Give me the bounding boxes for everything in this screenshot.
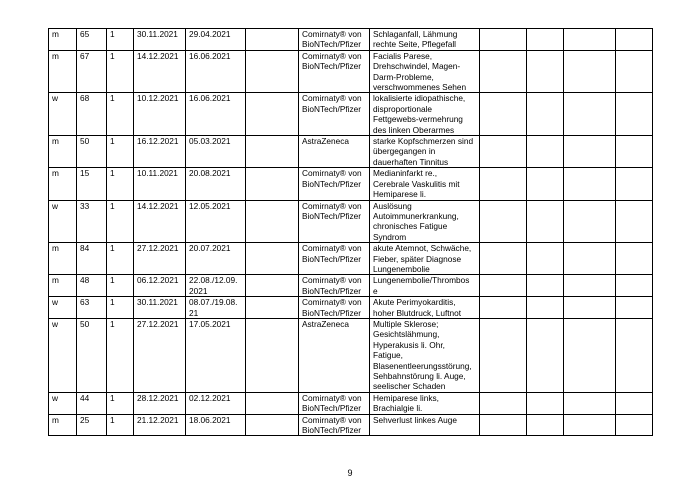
vaccine-cell: AstraZeneca bbox=[299, 136, 370, 168]
extra-cell-2 bbox=[527, 243, 564, 275]
extra-cell-1 bbox=[480, 414, 527, 436]
symptoms-cell: lokalisierte idiopathische, disproportionale Fettgewebs-vermehrung des linken Oberarmes bbox=[370, 93, 480, 136]
extra-cell-3 bbox=[564, 392, 616, 414]
extra-cell-3 bbox=[564, 93, 616, 136]
sex-cell: w bbox=[49, 200, 77, 243]
extra-cell-1 bbox=[480, 318, 527, 392]
table-row bbox=[49, 29, 653, 51]
symptoms-cell: Akute Perimyokarditis, hoher Blutdruck, Luftnot bbox=[370, 297, 480, 319]
age-cell: 48 bbox=[77, 275, 107, 297]
vaccine-cell: Comirnaty® von BioNTech/Pfizer bbox=[299, 93, 370, 136]
vaccine-cell: Comirnaty® von BioNTech/Pfizer bbox=[299, 200, 370, 243]
age-cell: 25 bbox=[77, 414, 107, 436]
report-date-cell: 30.11.2021 bbox=[134, 29, 186, 51]
extra-cell-1 bbox=[480, 200, 527, 243]
sex-cell: m bbox=[49, 136, 77, 168]
event-date-cell: 22.08./12.09. 2021 bbox=[186, 275, 246, 297]
symptoms-cell: Auslösung Autoimmunerkrankung, chronisches Fatigue Syndrom bbox=[370, 200, 480, 243]
extra-cell-4 bbox=[616, 243, 653, 275]
page-number: 9 bbox=[347, 468, 353, 478]
symptoms-cell: Hemiparese links, Brachialgie li. bbox=[370, 392, 480, 414]
blank-cell bbox=[246, 168, 299, 200]
sex-cell: m bbox=[49, 243, 77, 275]
sex-cell: m bbox=[49, 414, 77, 436]
table-row bbox=[49, 414, 653, 436]
report-date-cell: 30.11.2021 bbox=[134, 297, 186, 319]
extra-cell-3 bbox=[564, 318, 616, 392]
symptoms-cell: Facialis Parese, Drehschwindel, Magen- Darm-Probleme, verschwommenes Sehen bbox=[370, 50, 480, 93]
extra-cell-2 bbox=[527, 275, 564, 297]
extra-cell-3 bbox=[564, 168, 616, 200]
vaccine-cell: Comirnaty® von BioNTech/Pfizer bbox=[299, 275, 370, 297]
count-cell: 1 bbox=[107, 243, 134, 275]
report-date-cell: 16.12.2021 bbox=[134, 136, 186, 168]
table-row bbox=[49, 318, 653, 392]
blank-cell bbox=[246, 93, 299, 136]
extra-cell-2 bbox=[527, 392, 564, 414]
table-row bbox=[49, 136, 653, 168]
extra-cell-4 bbox=[616, 200, 653, 243]
blank-cell bbox=[246, 275, 299, 297]
report-date-cell: 10.11.2021 bbox=[134, 168, 186, 200]
report-date-cell: 14.12.2021 bbox=[134, 50, 186, 93]
extra-cell-4 bbox=[616, 392, 653, 414]
extra-cell-2 bbox=[527, 168, 564, 200]
extra-cell-4 bbox=[616, 136, 653, 168]
sex-cell: w bbox=[49, 93, 77, 136]
extra-cell-4 bbox=[616, 318, 653, 392]
count-cell: 1 bbox=[107, 297, 134, 319]
sex-cell: w bbox=[49, 392, 77, 414]
blank-cell bbox=[246, 136, 299, 168]
count-cell: 1 bbox=[107, 200, 134, 243]
symptoms-cell: Multiple Sklerose; Gesichtslähmung, Hyperakusis li. Ohr, Fatigue, Blasenentleerungsstörung, Sehbahnstörung li. Auge, seelischer Schaden bbox=[370, 318, 480, 392]
extra-cell-2 bbox=[527, 200, 564, 243]
symptoms-cell: Medianinfarkt re., Cerebrale Vaskulitis mit Hemiparese li. bbox=[370, 168, 480, 200]
extra-cell-4 bbox=[616, 275, 653, 297]
extra-cell-1 bbox=[480, 392, 527, 414]
age-cell: 50 bbox=[77, 136, 107, 168]
extra-cell-2 bbox=[527, 318, 564, 392]
extra-cell-3 bbox=[564, 29, 616, 51]
extra-cell-1 bbox=[480, 275, 527, 297]
extra-cell-2 bbox=[527, 93, 564, 136]
vaccine-cell: Comirnaty® von BioNTech/Pfizer bbox=[299, 50, 370, 93]
symptoms-cell: Lungenembolie/Thrombos e bbox=[370, 275, 480, 297]
age-cell: 67 bbox=[77, 50, 107, 93]
event-date-cell: 17.05.2021 bbox=[186, 318, 246, 392]
report-date-cell: 27.12.2021 bbox=[134, 243, 186, 275]
count-cell: 1 bbox=[107, 93, 134, 136]
age-cell: 63 bbox=[77, 297, 107, 319]
extra-cell-3 bbox=[564, 136, 616, 168]
extra-cell-1 bbox=[480, 168, 527, 200]
count-cell: 1 bbox=[107, 29, 134, 51]
age-cell: 84 bbox=[77, 243, 107, 275]
extra-cell-2 bbox=[527, 50, 564, 93]
extra-cell-2 bbox=[527, 414, 564, 436]
event-date-cell: 16.06.2021 bbox=[186, 50, 246, 93]
count-cell: 1 bbox=[107, 136, 134, 168]
symptoms-cell: starke Kopfschmerzen sind übergegangen in dauerhaften Tinnitus bbox=[370, 136, 480, 168]
blank-cell bbox=[246, 318, 299, 392]
extra-cell-2 bbox=[527, 297, 564, 319]
extra-cell-3 bbox=[564, 297, 616, 319]
extra-cell-1 bbox=[480, 50, 527, 93]
extra-cell-4 bbox=[616, 50, 653, 93]
symptoms-cell: akute Atemnot, Schwäche, Fieber, später Diagnose Lungenembolie bbox=[370, 243, 480, 275]
age-cell: 65 bbox=[77, 29, 107, 51]
vaccine-cell: AstraZeneca bbox=[299, 318, 370, 392]
table-row bbox=[49, 392, 653, 414]
vaccine-cell: Comirnaty® von BioNTech/Pfizer bbox=[299, 29, 370, 51]
report-date-cell: 10.12.2021 bbox=[134, 93, 186, 136]
report-date-cell: 06.12.2021 bbox=[134, 275, 186, 297]
extra-cell-2 bbox=[527, 136, 564, 168]
event-date-cell: 08.07./19.08. 21 bbox=[186, 297, 246, 319]
report-date-cell: 27.12.2021 bbox=[134, 318, 186, 392]
event-date-cell: 29.04.2021 bbox=[186, 29, 246, 51]
event-date-cell: 16.06.2021 bbox=[186, 93, 246, 136]
sex-cell: m bbox=[49, 168, 77, 200]
symptoms-cell: Schlaganfall, Lähmung rechte Seite, Pflegefall bbox=[370, 29, 480, 51]
extra-cell-4 bbox=[616, 168, 653, 200]
event-date-cell: 05.03.2021 bbox=[186, 136, 246, 168]
count-cell: 1 bbox=[107, 318, 134, 392]
extra-cell-4 bbox=[616, 414, 653, 436]
vaccine-cell: Comirnaty® von BioNTech/Pfizer bbox=[299, 392, 370, 414]
count-cell: 1 bbox=[107, 392, 134, 414]
extra-cell-1 bbox=[480, 136, 527, 168]
case-table bbox=[48, 28, 653, 436]
extra-cell-1 bbox=[480, 93, 527, 136]
blank-cell bbox=[246, 200, 299, 243]
count-cell: 1 bbox=[107, 275, 134, 297]
age-cell: 44 bbox=[77, 392, 107, 414]
age-cell: 15 bbox=[77, 168, 107, 200]
extra-cell-3 bbox=[564, 275, 616, 297]
extra-cell-4 bbox=[616, 29, 653, 51]
extra-cell-1 bbox=[480, 29, 527, 51]
extra-cell-3 bbox=[564, 200, 616, 243]
extra-cell-4 bbox=[616, 297, 653, 319]
blank-cell bbox=[246, 297, 299, 319]
event-date-cell: 18.06.2021 bbox=[186, 414, 246, 436]
table-row bbox=[49, 168, 653, 200]
report-date-cell: 21.12.2021 bbox=[134, 414, 186, 436]
case-table-body bbox=[49, 29, 653, 436]
blank-cell bbox=[246, 29, 299, 51]
table-row bbox=[49, 275, 653, 297]
symptoms-cell: Sehverlust linkes Auge bbox=[370, 414, 480, 436]
sex-cell: m bbox=[49, 50, 77, 93]
extra-cell-1 bbox=[480, 243, 527, 275]
sex-cell: w bbox=[49, 318, 77, 392]
extra-cell-4 bbox=[616, 93, 653, 136]
blank-cell bbox=[246, 414, 299, 436]
table-row bbox=[49, 93, 653, 136]
blank-cell bbox=[246, 50, 299, 93]
blank-cell bbox=[246, 243, 299, 275]
event-date-cell: 12.05.2021 bbox=[186, 200, 246, 243]
extra-cell-3 bbox=[564, 50, 616, 93]
count-cell: 1 bbox=[107, 168, 134, 200]
vaccine-cell: Comirnaty® von BioNTech/Pfizer bbox=[299, 243, 370, 275]
table-row bbox=[49, 200, 653, 243]
table-row bbox=[49, 50, 653, 93]
age-cell: 50 bbox=[77, 318, 107, 392]
count-cell: 1 bbox=[107, 50, 134, 93]
age-cell: 68 bbox=[77, 93, 107, 136]
extra-cell-3 bbox=[564, 414, 616, 436]
vaccine-cell: Comirnaty® von BioNTech/Pfizer bbox=[299, 414, 370, 436]
sex-cell: w bbox=[49, 297, 77, 319]
event-date-cell: 20.07.2021 bbox=[186, 243, 246, 275]
report-date-cell: 14.12.2021 bbox=[134, 200, 186, 243]
sex-cell: m bbox=[49, 29, 77, 51]
vaccine-cell: Comirnaty® von BioNTech/Pfizer bbox=[299, 168, 370, 200]
report-date-cell: 28.12.2021 bbox=[134, 392, 186, 414]
event-date-cell: 20.08.2021 bbox=[186, 168, 246, 200]
sex-cell: m bbox=[49, 275, 77, 297]
event-date-cell: 02.12.2021 bbox=[186, 392, 246, 414]
extra-cell-1 bbox=[480, 297, 527, 319]
age-cell: 33 bbox=[77, 200, 107, 243]
count-cell: 1 bbox=[107, 414, 134, 436]
vaccine-cell: Comirnaty® von BioNTech/Pfizer bbox=[299, 297, 370, 319]
blank-cell bbox=[246, 392, 299, 414]
extra-cell-2 bbox=[527, 29, 564, 51]
table-row bbox=[49, 243, 653, 275]
table-row bbox=[49, 297, 653, 319]
extra-cell-3 bbox=[564, 243, 616, 275]
